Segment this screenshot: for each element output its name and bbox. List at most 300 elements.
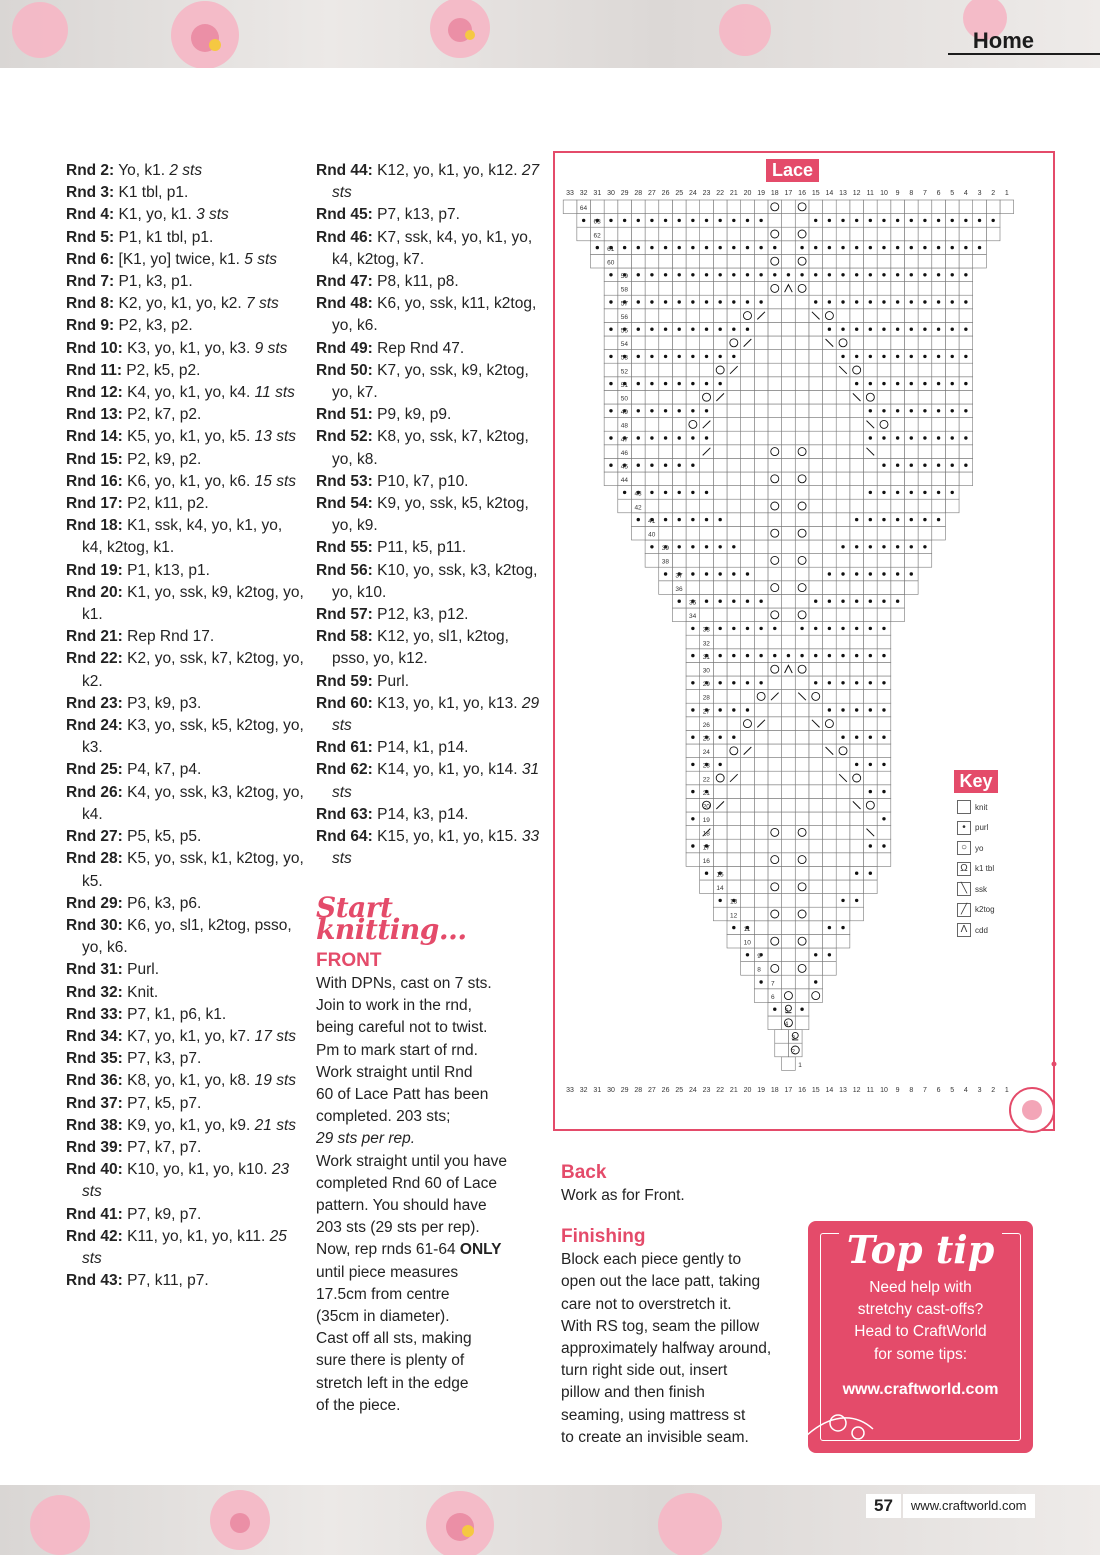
key-item bbox=[957, 818, 1037, 839]
chart-cell bbox=[809, 227, 823, 241]
chart-cell bbox=[591, 254, 605, 268]
purl-mark bbox=[896, 355, 899, 358]
chart-cell bbox=[795, 322, 809, 336]
purl-mark bbox=[746, 572, 749, 575]
purl-mark bbox=[718, 273, 721, 276]
chart-cell bbox=[727, 418, 741, 432]
purl-mark bbox=[705, 355, 708, 358]
purl-mark bbox=[869, 300, 872, 303]
purl-mark bbox=[705, 219, 708, 222]
chart-cell bbox=[877, 390, 891, 404]
purl-mark bbox=[691, 817, 694, 820]
key-label: k1 tbl bbox=[975, 864, 995, 874]
chart-cell bbox=[823, 907, 837, 921]
chart-cell bbox=[809, 431, 823, 445]
chart-cell bbox=[768, 730, 782, 744]
text-line: open out the lace patt, taking bbox=[561, 1273, 761, 1291]
chart-cell bbox=[823, 458, 837, 472]
chart-cell bbox=[850, 690, 864, 704]
chart-cell bbox=[741, 717, 755, 731]
chart-cell bbox=[795, 758, 809, 772]
purl-mark bbox=[637, 328, 640, 331]
footer-url[interactable]: www.craftworld.com bbox=[903, 1494, 1035, 1518]
round-label: Rnd 22: bbox=[66, 650, 123, 668]
chart-cell bbox=[754, 418, 768, 432]
round-label: Rnd 4: bbox=[66, 206, 115, 224]
chart-cell bbox=[672, 200, 686, 214]
purl-mark bbox=[869, 436, 872, 439]
column-number: 24 bbox=[688, 190, 697, 197]
round-label: Rnd 53: bbox=[316, 472, 373, 490]
chart-cell bbox=[864, 608, 878, 622]
chart-cell bbox=[795, 717, 809, 731]
purl-mark bbox=[759, 219, 762, 222]
chart-cell bbox=[631, 200, 645, 214]
row-number: 34 bbox=[689, 613, 697, 621]
purl-mark bbox=[910, 382, 913, 385]
chart-cell bbox=[932, 499, 946, 513]
chart-cell bbox=[713, 785, 727, 799]
purl-mark bbox=[650, 436, 653, 439]
chart-cell bbox=[741, 554, 755, 568]
chart-cell bbox=[727, 254, 741, 268]
purl-mark bbox=[937, 382, 940, 385]
chart-cell bbox=[795, 254, 809, 268]
stitch-count: 19 sts bbox=[250, 1072, 297, 1090]
chart-cell bbox=[864, 771, 878, 785]
chart-cell bbox=[686, 363, 700, 377]
section-label: Home bbox=[972, 28, 1034, 53]
chart-cell bbox=[713, 363, 727, 377]
purl-mark bbox=[623, 219, 626, 222]
chart-cell bbox=[686, 826, 700, 840]
chart-cell bbox=[768, 962, 782, 976]
row-number: 21 bbox=[702, 789, 710, 797]
purl-mark bbox=[678, 491, 681, 494]
purl-mark bbox=[882, 600, 885, 603]
purl-mark bbox=[691, 246, 694, 249]
round-label: Rnd 58: bbox=[316, 628, 373, 646]
chart-cell bbox=[932, 227, 946, 241]
purl-mark bbox=[691, 708, 694, 711]
chart-cell bbox=[768, 254, 782, 268]
purl-mark bbox=[773, 246, 776, 249]
chart-cell bbox=[809, 921, 823, 935]
chart-cell bbox=[768, 839, 782, 853]
round-text: P6, k3, p6. bbox=[122, 894, 202, 912]
chart-cell bbox=[823, 934, 837, 948]
purl-mark bbox=[691, 545, 694, 548]
purl-mark bbox=[841, 246, 844, 249]
purl-mark bbox=[937, 300, 940, 303]
chart-cell bbox=[713, 853, 727, 867]
chart-cell bbox=[973, 200, 987, 214]
column-number: 4 bbox=[963, 1087, 968, 1094]
purl-mark bbox=[623, 491, 626, 494]
chart-cell bbox=[809, 880, 823, 894]
chart-cell bbox=[754, 458, 768, 472]
text-line: until piece measures bbox=[316, 1263, 459, 1281]
purl-mark bbox=[637, 436, 640, 439]
chart-cell bbox=[959, 472, 973, 486]
purl-mark bbox=[705, 872, 708, 875]
chart-cell bbox=[768, 894, 782, 908]
chart-cell bbox=[727, 336, 741, 350]
purl-mark bbox=[814, 681, 817, 684]
chart-cell bbox=[918, 390, 932, 404]
row-number: 11 bbox=[743, 925, 751, 933]
floral-corner-icon bbox=[1022, 1100, 1042, 1120]
purl-mark bbox=[691, 491, 694, 494]
purl-mark bbox=[923, 382, 926, 385]
chart-cell bbox=[754, 934, 768, 948]
chart-cell bbox=[973, 227, 987, 241]
column-number: 21 bbox=[729, 1087, 738, 1094]
purl-mark bbox=[841, 355, 844, 358]
chart-cell bbox=[823, 486, 837, 500]
round-text: K1, ssk, k4, yo, k1, yo, k4, k2tog, k1. bbox=[82, 517, 283, 557]
round-label: Rnd 39: bbox=[66, 1138, 123, 1156]
chart-cell bbox=[659, 363, 673, 377]
chart-cell bbox=[836, 200, 850, 214]
purl-mark bbox=[978, 219, 981, 222]
chart-cell bbox=[727, 309, 741, 323]
purl-mark bbox=[732, 273, 735, 276]
column-number: 27 bbox=[648, 190, 656, 197]
row-number: 42 bbox=[634, 504, 642, 512]
purl-mark bbox=[923, 491, 926, 494]
purl-mark bbox=[678, 382, 681, 385]
chart-cell bbox=[768, 377, 782, 391]
purl-mark bbox=[746, 654, 749, 657]
chart-cell bbox=[823, 730, 837, 744]
purl-mark bbox=[650, 246, 653, 249]
chart-cell bbox=[741, 880, 755, 894]
chart-cell bbox=[768, 948, 782, 962]
round-text: K11, yo, k1, yo, k11. bbox=[122, 1227, 266, 1245]
top-tip-box bbox=[808, 1221, 1033, 1453]
purl-mark bbox=[609, 300, 612, 303]
chart-cell bbox=[700, 526, 714, 540]
column-number: 20 bbox=[743, 1087, 752, 1094]
chart-cell bbox=[918, 499, 932, 513]
round-text: P14, k3, p14. bbox=[372, 805, 469, 823]
purl-mark bbox=[746, 627, 749, 630]
chart-cell bbox=[809, 526, 823, 540]
row-number: 9 bbox=[757, 953, 761, 961]
chart-cell bbox=[836, 282, 850, 296]
chart-cell bbox=[727, 635, 741, 649]
purl-mark bbox=[759, 600, 762, 603]
chart-cell bbox=[741, 662, 755, 676]
chart-cell bbox=[741, 798, 755, 812]
chart-cell bbox=[932, 418, 946, 432]
chart-cell bbox=[741, 472, 755, 486]
purl-mark bbox=[718, 627, 721, 630]
round-label: Rnd 55: bbox=[316, 539, 373, 557]
purl-mark bbox=[882, 491, 885, 494]
chart-cell bbox=[850, 336, 864, 350]
chart-cell bbox=[686, 798, 700, 812]
chart-cell bbox=[795, 894, 809, 908]
column-number: 14 bbox=[825, 1087, 834, 1094]
purl-mark bbox=[951, 436, 954, 439]
purl-mark bbox=[814, 654, 817, 657]
chart-cell bbox=[809, 826, 823, 840]
chart-cell bbox=[782, 826, 796, 840]
chart-cell bbox=[823, 812, 837, 826]
purl-mark bbox=[759, 246, 762, 249]
chart-cell bbox=[768, 758, 782, 772]
purl-mark bbox=[800, 627, 803, 630]
purl-mark bbox=[828, 953, 831, 956]
purl-mark bbox=[773, 273, 776, 276]
chart-cell bbox=[809, 812, 823, 826]
chart-cell bbox=[672, 554, 686, 568]
chart-cell bbox=[850, 363, 864, 377]
purl-mark bbox=[609, 219, 612, 222]
row-number: 6 bbox=[770, 993, 775, 1001]
key-symbol-icon: ╲ bbox=[957, 882, 971, 896]
purl-mark bbox=[869, 491, 872, 494]
purl-mark bbox=[650, 355, 653, 358]
chart-cell bbox=[768, 458, 782, 472]
purl-mark bbox=[678, 545, 681, 548]
chart-cell bbox=[918, 336, 932, 350]
chart-cell bbox=[645, 254, 659, 268]
chart-cell bbox=[782, 962, 796, 976]
purl-mark bbox=[732, 600, 735, 603]
purl-mark bbox=[841, 899, 844, 902]
purl-mark bbox=[814, 627, 817, 630]
chart-cell bbox=[727, 377, 741, 391]
purl-mark bbox=[746, 600, 749, 603]
purl-mark bbox=[855, 899, 858, 902]
purl-mark bbox=[841, 708, 844, 711]
purl-mark bbox=[937, 246, 940, 249]
row-number: 58 bbox=[620, 286, 629, 294]
chart-cell bbox=[836, 513, 850, 527]
chart-cell bbox=[782, 907, 796, 921]
purl-mark bbox=[869, 219, 872, 222]
chart-cell bbox=[809, 744, 823, 758]
chart-cell bbox=[782, 322, 796, 336]
chart-cell bbox=[836, 608, 850, 622]
purl-mark bbox=[896, 600, 899, 603]
chart-cell bbox=[795, 785, 809, 799]
chart-cell bbox=[768, 703, 782, 717]
chart-cell bbox=[700, 282, 714, 296]
chart-cell bbox=[768, 336, 782, 350]
purl-mark bbox=[650, 464, 653, 467]
round-text: K4, yo, k1, yo, k4. bbox=[122, 384, 251, 402]
chart-cell bbox=[659, 581, 673, 595]
chart-cell bbox=[795, 839, 809, 853]
chart-cell bbox=[618, 200, 632, 214]
round-label: Rnd 19: bbox=[66, 561, 123, 579]
purl-mark bbox=[896, 491, 899, 494]
text-line: Pm to mark start of rnd. bbox=[316, 1041, 478, 1059]
purl-mark bbox=[705, 518, 708, 521]
chart-cell bbox=[795, 472, 809, 486]
text-line: 17.5cm from centre bbox=[316, 1285, 450, 1303]
column-number: 31 bbox=[593, 190, 602, 197]
purl-mark bbox=[828, 600, 831, 603]
chart-cell bbox=[727, 880, 741, 894]
purl-mark bbox=[841, 572, 844, 575]
chart-cell bbox=[631, 254, 645, 268]
purl-mark bbox=[691, 219, 694, 222]
top-tip-link[interactable]: www.craftworld.com bbox=[842, 1381, 999, 1398]
purl-mark bbox=[882, 300, 885, 303]
chart-cell bbox=[782, 540, 796, 554]
text-line: Need help with bbox=[869, 1279, 972, 1296]
row-number: 30 bbox=[702, 667, 710, 675]
chart-cell bbox=[741, 826, 755, 840]
chart-cell bbox=[604, 336, 618, 350]
chart-cell bbox=[904, 472, 918, 486]
chart-cell bbox=[823, 758, 837, 772]
chart-cell bbox=[809, 962, 823, 976]
chart-cell bbox=[768, 282, 782, 296]
row-number: 28 bbox=[702, 694, 710, 702]
purl-mark bbox=[637, 382, 640, 385]
purl-mark bbox=[855, 654, 858, 657]
chart-cell bbox=[823, 853, 837, 867]
chart-cell bbox=[713, 635, 727, 649]
purl-mark bbox=[964, 382, 967, 385]
purl-mark bbox=[882, 464, 885, 467]
chart-cell bbox=[864, 853, 878, 867]
stitch-count: 15 sts bbox=[250, 472, 297, 490]
purl-mark bbox=[814, 246, 817, 249]
chart-cell bbox=[836, 526, 850, 540]
chart-cell bbox=[809, 853, 823, 867]
chart-cell bbox=[659, 282, 673, 296]
chart-cell bbox=[672, 472, 686, 486]
chart-cell bbox=[713, 771, 727, 785]
chart-cell bbox=[782, 622, 796, 636]
chart-cell bbox=[727, 472, 741, 486]
row-number: 7 bbox=[770, 980, 775, 988]
round-label: Rnd 13: bbox=[66, 406, 123, 424]
chart-cell bbox=[754, 200, 768, 214]
round-text: P11, k5, p11. bbox=[372, 539, 467, 557]
round-label: Rnd 47: bbox=[316, 273, 373, 291]
purl-mark bbox=[678, 436, 681, 439]
purl-mark bbox=[637, 464, 640, 467]
chart-cell bbox=[782, 594, 796, 608]
round-text: K4, yo, ssk, k3, k2tog, yo, k4. bbox=[82, 783, 304, 823]
column-number: 7 bbox=[922, 190, 927, 197]
chart-cell bbox=[768, 907, 782, 921]
chart-cell bbox=[782, 690, 796, 704]
chart-cell bbox=[768, 431, 782, 445]
chart-cell bbox=[809, 758, 823, 772]
chart-cell bbox=[795, 934, 809, 948]
chart-cell bbox=[918, 200, 932, 214]
purl-mark bbox=[732, 246, 735, 249]
chart-cell bbox=[795, 418, 809, 432]
chart-cell bbox=[727, 934, 741, 948]
purl-mark bbox=[637, 409, 640, 412]
purl-mark bbox=[910, 518, 913, 521]
purl-mark bbox=[923, 518, 926, 521]
row-number: 25 bbox=[702, 735, 710, 743]
chart-cell bbox=[891, 282, 905, 296]
chart-cell bbox=[904, 526, 918, 540]
purl-mark bbox=[828, 300, 831, 303]
chart-cell bbox=[877, 635, 891, 649]
chart-cell bbox=[918, 472, 932, 486]
chart-cell bbox=[795, 377, 809, 391]
chart-cell bbox=[945, 445, 959, 459]
chart-cell bbox=[741, 730, 755, 744]
purl-mark bbox=[609, 355, 612, 358]
round-label: Rnd 11: bbox=[66, 361, 122, 379]
purl-mark bbox=[964, 409, 967, 412]
chart-cell bbox=[782, 989, 796, 1003]
purl-mark bbox=[664, 518, 667, 521]
purl-mark bbox=[664, 328, 667, 331]
key-symbol-icon: Λ bbox=[957, 923, 971, 937]
purl-mark bbox=[828, 708, 831, 711]
chart-cell bbox=[754, 608, 768, 622]
stitch-count: 2 sts bbox=[165, 162, 203, 179]
chart-cell bbox=[864, 635, 878, 649]
chart-cell bbox=[645, 309, 659, 323]
purl-mark bbox=[650, 545, 653, 548]
purl-mark bbox=[609, 409, 612, 412]
chart-cell bbox=[864, 526, 878, 540]
purl-mark bbox=[718, 763, 721, 766]
chart-cell bbox=[823, 431, 837, 445]
round-label: Rnd 24: bbox=[66, 717, 123, 735]
purl-mark bbox=[759, 681, 762, 684]
chart-cell bbox=[891, 499, 905, 513]
purl-mark bbox=[841, 654, 844, 657]
purl-mark bbox=[691, 572, 694, 575]
chart-cell bbox=[782, 486, 796, 500]
chart-cell bbox=[864, 499, 878, 513]
chart-cell bbox=[823, 418, 837, 432]
purl-mark bbox=[814, 953, 817, 956]
column-number: 10 bbox=[880, 190, 888, 197]
chart-cell bbox=[782, 758, 796, 772]
text-line: Work straight until you have bbox=[316, 1152, 507, 1170]
purl-mark bbox=[718, 219, 721, 222]
chart-cell bbox=[700, 472, 714, 486]
round-text: Rep Rnd 17. bbox=[122, 628, 215, 646]
chart-cell bbox=[850, 499, 864, 513]
chart-cell bbox=[727, 826, 741, 840]
round-text: K10, yo, ssk, k3, k2tog, yo, k10. bbox=[332, 561, 538, 601]
chart-cell bbox=[768, 200, 782, 214]
chart-cell bbox=[836, 581, 850, 595]
purl-mark bbox=[923, 464, 926, 467]
purl-mark bbox=[664, 409, 667, 412]
chart-cell bbox=[850, 404, 864, 418]
chart-cell bbox=[782, 866, 796, 880]
row-number: 57 bbox=[620, 300, 629, 308]
chart-cell bbox=[727, 404, 741, 418]
chart-cell bbox=[713, 309, 727, 323]
round-label: Rnd 49: bbox=[316, 339, 373, 357]
round-label: Rnd 36: bbox=[66, 1072, 123, 1090]
purl-mark bbox=[691, 627, 694, 630]
chart-cell bbox=[754, 431, 768, 445]
chart-cell bbox=[754, 227, 768, 241]
